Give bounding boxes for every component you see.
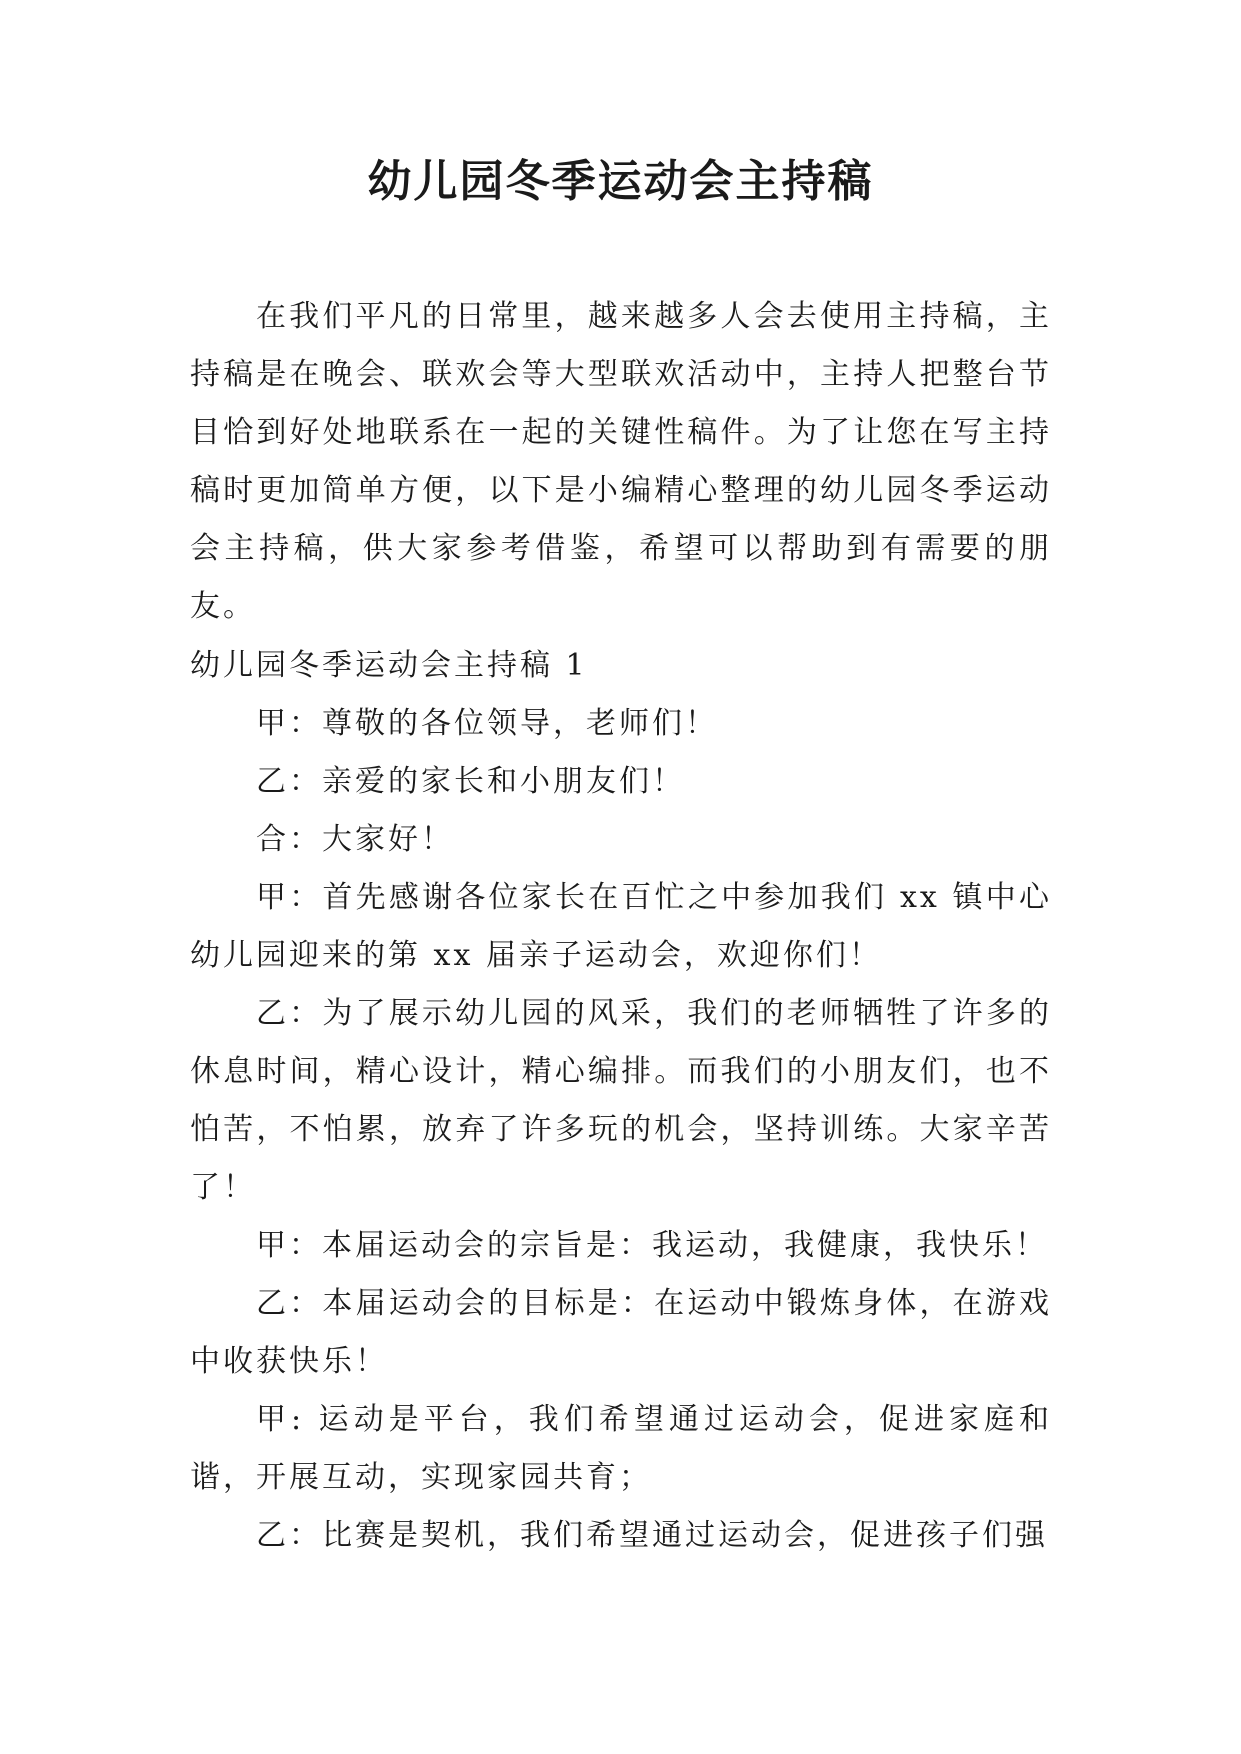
dialogue-line: 甲：尊敬的各位领导，老师们！ [256, 706, 718, 741]
script-section [190, 637, 1052, 1565]
section-heading: 幼儿园冬季运动会主持稿 1 [190, 648, 588, 683]
dialogue-line: 乙：比赛是契机，我们希望通过运动会，促进孩子们强 [256, 1518, 1048, 1553]
page-title: 幼儿园冬季运动会主持稿 [367, 156, 874, 207]
dialogue-line: 甲：本届运动会的宗旨是：我运动，我健康，我快乐！ [256, 1228, 1048, 1263]
dialogue-line: 乙：为了展示幼儿园的风采，我们的老师牺牲了许多的休息时间，精心设计，精心编排。而我们的小朋友们，也不怕苦，不怕累，放弃了许多玩的机会，坚持训练。大家辛苦了！ [190, 996, 1052, 1205]
dialogue-line: 乙：亲爱的家长和小朋友们！ [256, 764, 685, 799]
dialogue-line: 甲：首先感谢各位家长在百忙之中参加我们 xx 镇中心幼儿园迎来的第 xx 届亲子运动会，欢迎你们！ [190, 880, 1052, 973]
dialogue-line: 乙：本届运动会的目标是：在运动中锻炼身体，在游戏中收获快乐！ [190, 1286, 1052, 1379]
intro-block [190, 288, 1052, 636]
dialogue-line: 甲: 运动是平台，我们希望通过运动会，促进家庭和谐，开展互动，实现家园共育； [190, 1402, 1052, 1495]
intro-paragraph: 在我们平凡的日常里，越来越多人会去使用主持稿，主持稿是在晚会、联欢会等大型联欢活动中，主持人把整台节目恰到好处地联系在一起的关键性稿件。为了让您在写主持稿时更加简单方便，以下是小编精心整理的幼儿园冬季运动会主持稿，供大家参考借鉴，希望可以帮助到有需要的朋友。 [190, 299, 1052, 624]
dialogue-line: 合：大家好！ [256, 822, 454, 857]
